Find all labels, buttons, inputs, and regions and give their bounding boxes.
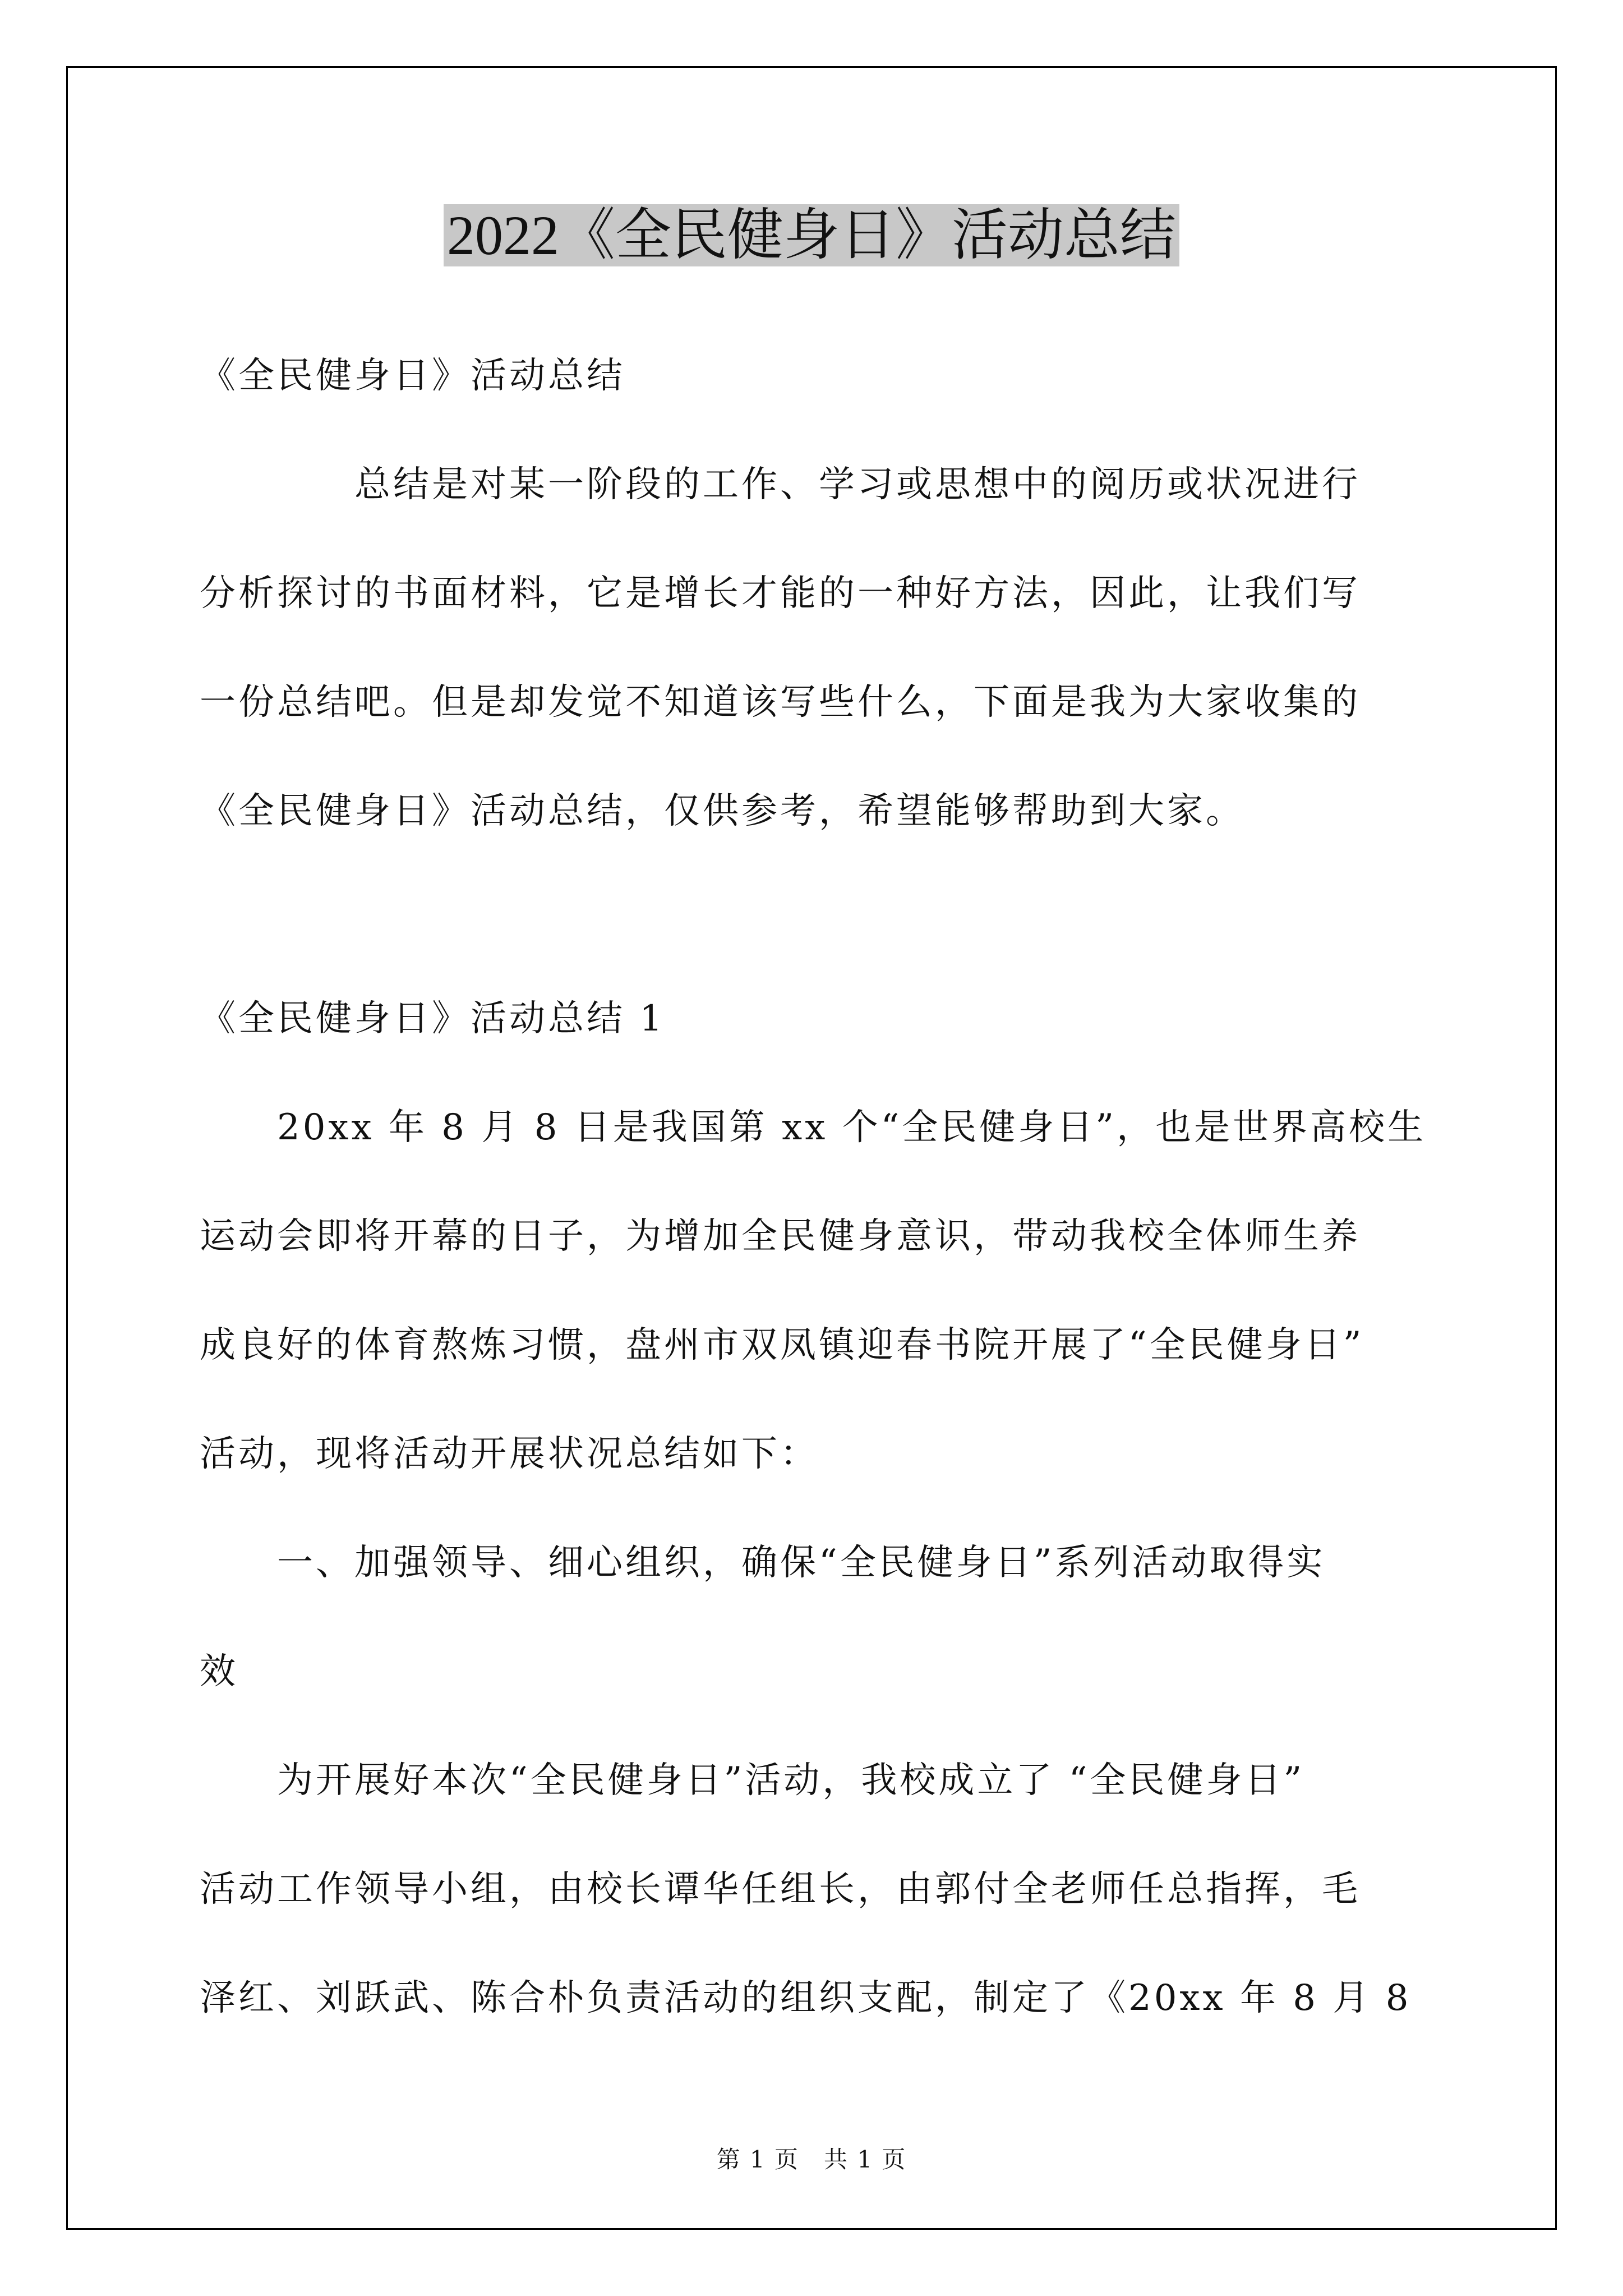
body-line: 分析探讨的书面材料，它是增长才能的一种好方法，因此，让我们写 (200, 573, 1361, 614)
body-line: 活动工作领导小组，由校长谭华任组长，由郭付全老师任总指挥，毛 (200, 1869, 1361, 1910)
body-line: 总结是对某一阶段的工作、学习或思想中的阅历或状况进行 (200, 464, 1361, 505)
body-line: 成良好的体育熬炼习惯，盘州市双凤镇迎春书院开展了“全民健身日” (200, 1324, 1364, 1366)
section-heading: 《全民健身日》活动总结 1 (200, 998, 666, 1039)
body-line: 一份总结吧。但是却发觉不知道该写些什么，下面是我为大家收集的 (200, 682, 1361, 723)
body-line: 《全民健身日》活动总结，仅供参考，希望能够帮助到大家。 (200, 790, 1244, 832)
body-line: 20xx 年 8 月 8 日是我国第 xx 个“全民健身日”，也是世界高校生 (200, 1107, 1427, 1148)
body-line: 活动，现将活动开展状况总结如下： (200, 1433, 819, 1475)
body-line: 《全民健身日》活动总结 (200, 355, 625, 397)
body-line: 泽红、刘跃武、陈合朴负责活动的组织支配，制定了《20xx 年 8 月 8 (200, 1977, 1412, 2019)
body-line: 为开展好本次“全民健身日”活动，我校成立了 “全民健身日” (200, 1760, 1305, 1801)
body-line: 运动会即将开幕的日子，为增加全民健身意识，带动我校全体师生养 (200, 1216, 1361, 1257)
body-line: 效 (200, 1651, 238, 1692)
page-footer: 第 1 页 共 1 页 (716, 2146, 907, 2173)
body-line: 一、加强领导、细心组织，确保“全民健身日”系列活动取得实 (200, 1542, 1326, 1584)
document-title: 2022《全民健身日》活动总结 (0, 196, 1623, 275)
